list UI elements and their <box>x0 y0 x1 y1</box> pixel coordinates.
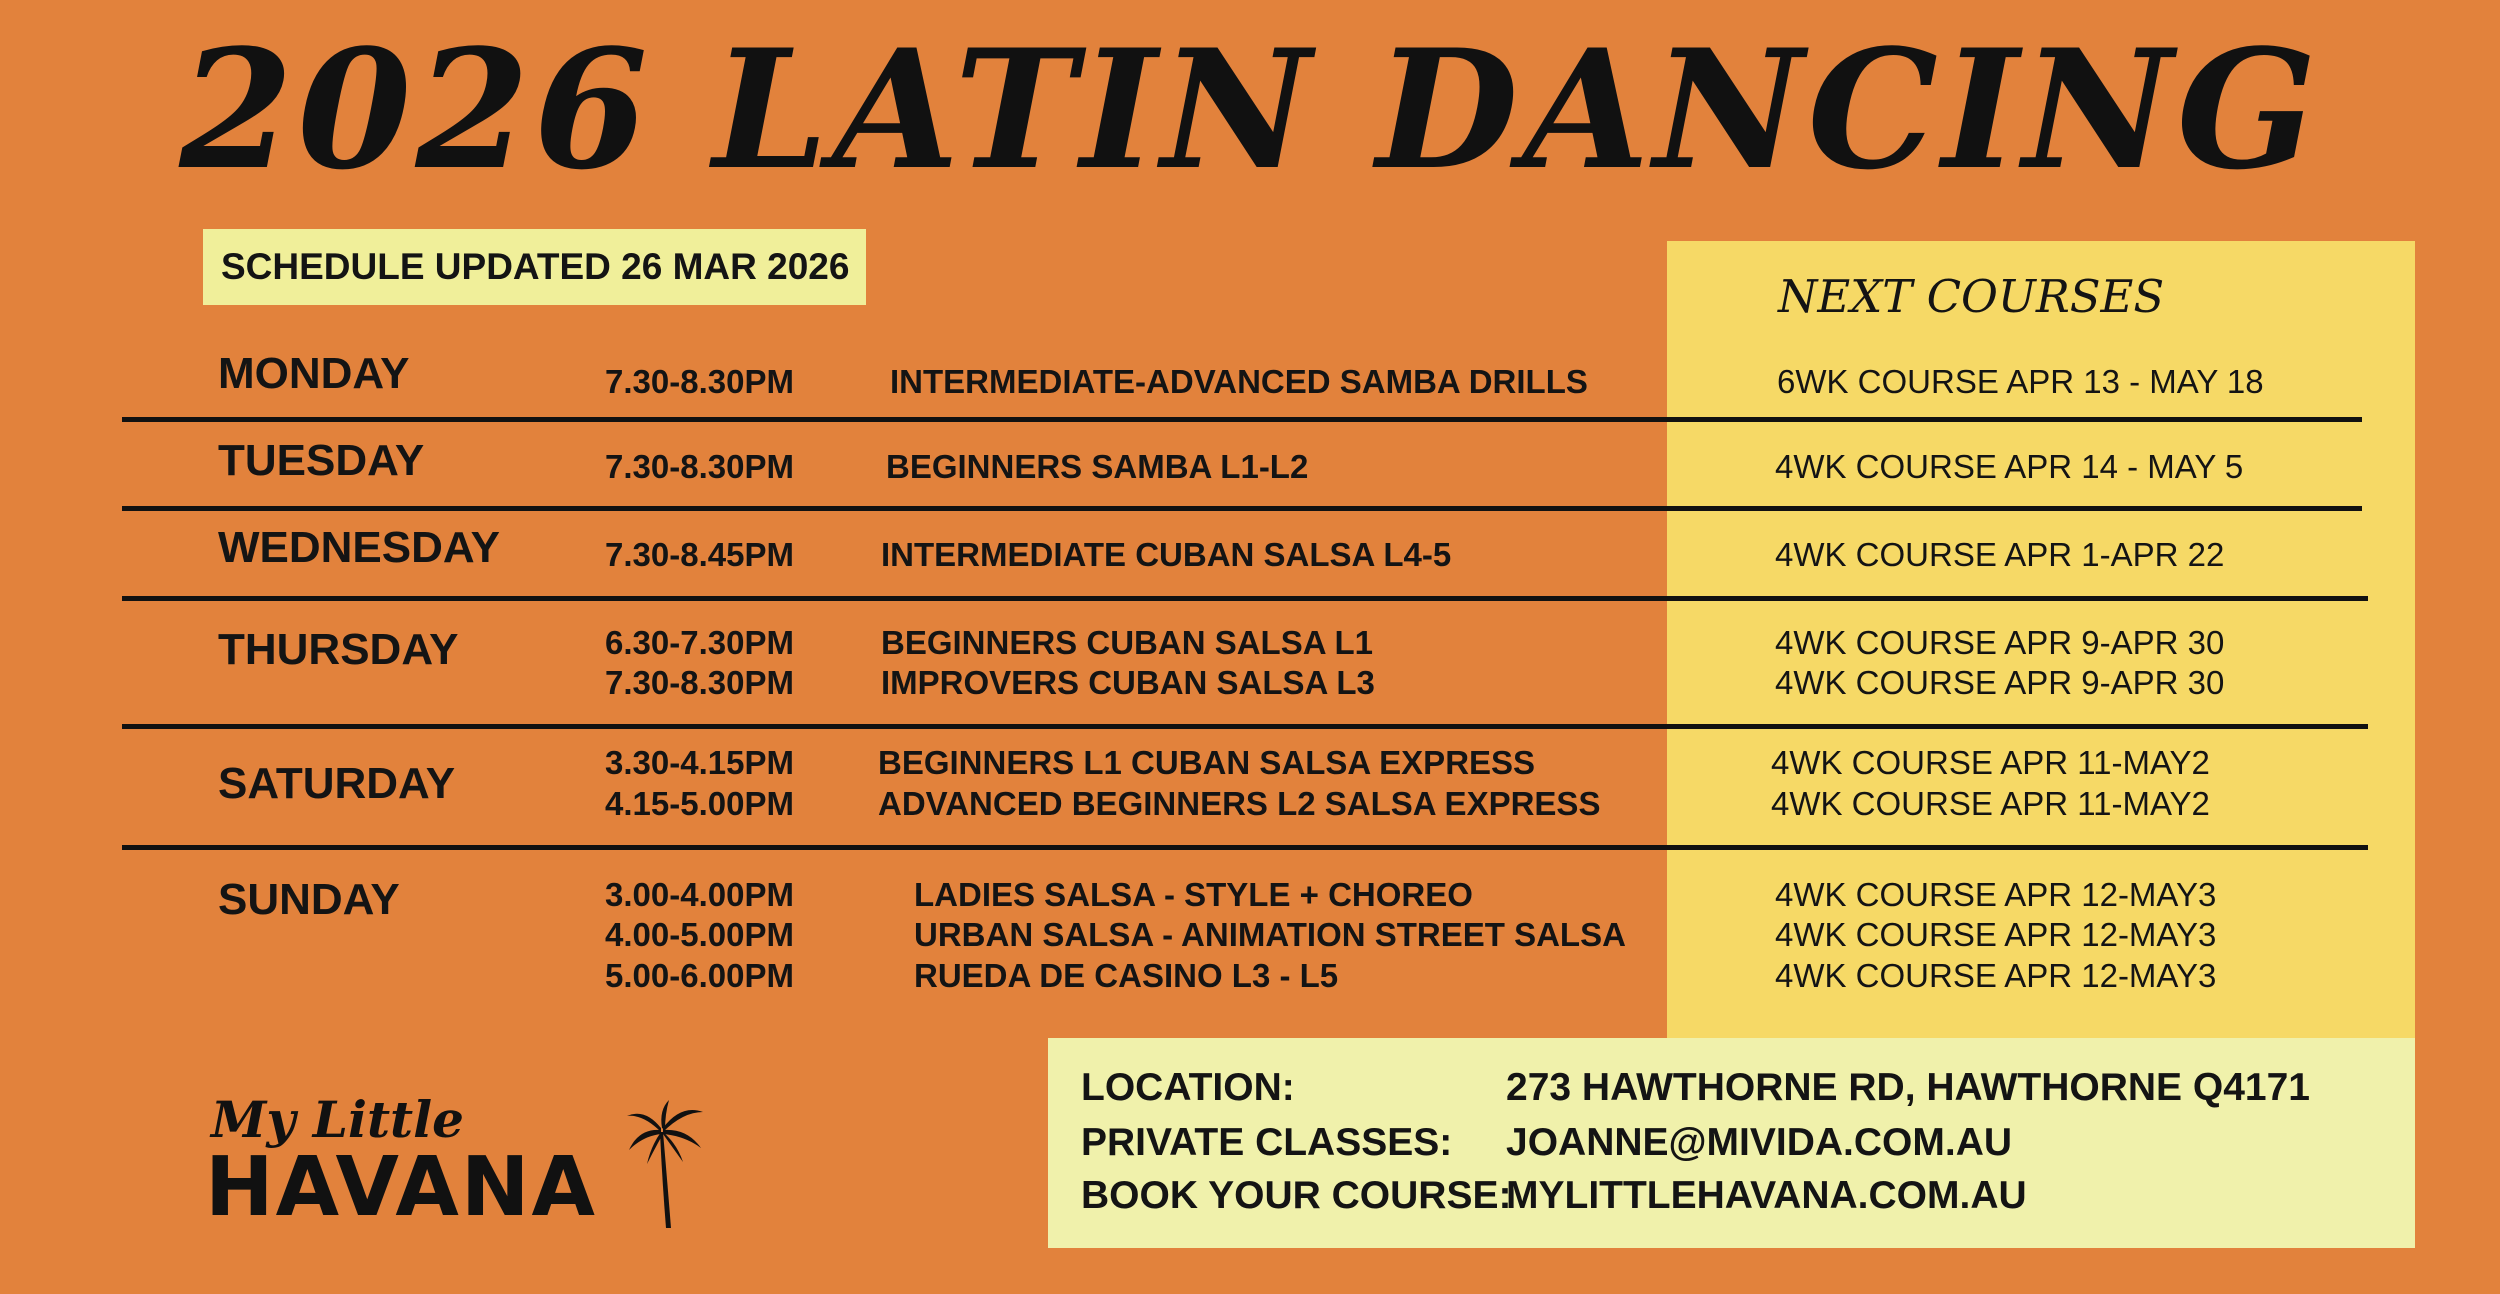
class-name: URBAN SALSA - ANIMATION STREET SALSA <box>914 916 1626 953</box>
class-name: RUEDA DE CASINO L3 - L5 <box>914 957 1339 994</box>
class-name: INTERMEDIATE CUBAN SALSA L4-5 <box>881 536 1452 573</box>
day-label-saturday: SATURDAY <box>218 759 456 808</box>
info-label-book-course: BOOK YOUR COURSE: <box>1081 1174 1512 1217</box>
class-time: 3.30-4.15PM <box>605 744 794 781</box>
divider <box>122 417 2362 422</box>
logo-line-2: HAVANA <box>205 1140 597 1235</box>
course-dates: 4WK COURSE APR 9-APR 30 <box>1775 664 2225 701</box>
info-value-website[interactable]: MYLITTLEHAVANA.COM.AU <box>1506 1174 2027 1217</box>
palm-tree-icon <box>625 1098 705 1230</box>
info-label-location: LOCATION: <box>1081 1066 1295 1109</box>
class-time: 5.00-6.00PM <box>605 957 794 994</box>
class-name: LADIES SALSA - STYLE + CHOREO <box>914 876 1473 913</box>
class-time: 3.00-4.00PM <box>605 876 794 913</box>
course-dates: 4WK COURSE APR 9-APR 30 <box>1775 624 2225 661</box>
course-dates: 4WK COURSE APR 1-APR 22 <box>1775 536 2225 573</box>
day-label-tuesday: TUESDAY <box>218 436 425 485</box>
class-name: BEGINNERS CUBAN SALSA L1 <box>881 624 1373 661</box>
info-value-location: 273 HAWTHORNE RD, HAWTHORNE Q4171 <box>1506 1066 2310 1109</box>
class-name: ADVANCED BEGINNERS L2 SALSA EXPRESS <box>878 785 1601 822</box>
class-time: 6.30-7.30PM <box>605 624 794 661</box>
class-time: 7.30-8.30PM <box>605 363 794 400</box>
day-label-monday: MONDAY <box>218 349 410 398</box>
course-dates: 4WK COURSE APR 12-MAY3 <box>1775 916 2217 953</box>
course-dates: 4WK COURSE APR 12-MAY3 <box>1775 957 2217 994</box>
class-name: BEGINNERS L1 CUBAN SALSA EXPRESS <box>878 744 1536 781</box>
divider <box>122 506 2362 511</box>
class-time: 7.30-8.30PM <box>605 664 794 701</box>
schedule-updated-badge: SCHEDULE UPDATED 26 MAR 2026 <box>203 229 866 305</box>
logo-line-1: My Little <box>211 1090 464 1149</box>
course-dates: 4WK COURSE APR 14 - MAY 5 <box>1775 448 2244 485</box>
day-label-wednesday: WEDNESDAY <box>218 523 500 572</box>
class-time: 7.30-8.30PM <box>605 448 794 485</box>
class-time: 4.15-5.00PM <box>605 785 794 822</box>
course-dates: 6WK COURSE APR 13 - MAY 18 <box>1777 363 2264 400</box>
class-name: IMPROVERS CUBAN SALSA L3 <box>881 664 1375 701</box>
class-name: INTERMEDIATE-ADVANCED SAMBA DRILLS <box>890 363 1588 400</box>
class-name: BEGINNERS SAMBA L1-L2 <box>886 448 1309 485</box>
day-label-thursday: THURSDAY <box>218 625 459 674</box>
divider <box>122 845 2368 850</box>
course-dates: 4WK COURSE APR 11-MAY2 <box>1771 785 2210 822</box>
info-label-private-classes: PRIVATE CLASSES: <box>1081 1121 1453 1164</box>
info-value-email[interactable]: JOANNE@MIVIDA.COM.AU <box>1506 1121 2013 1164</box>
divider <box>122 724 2368 729</box>
page-title: 2026 LATIN DANCING <box>179 13 2321 206</box>
class-time: 4.00-5.00PM <box>605 916 794 953</box>
day-label-sunday: SUNDAY <box>218 875 400 924</box>
divider <box>122 596 2368 601</box>
next-courses-heading: NEXT COURSES <box>1778 270 2165 323</box>
course-dates: 4WK COURSE APR 12-MAY3 <box>1775 876 2217 913</box>
course-dates: 4WK COURSE APR 11-MAY2 <box>1771 744 2210 781</box>
class-time: 7.30-8.45PM <box>605 536 794 573</box>
